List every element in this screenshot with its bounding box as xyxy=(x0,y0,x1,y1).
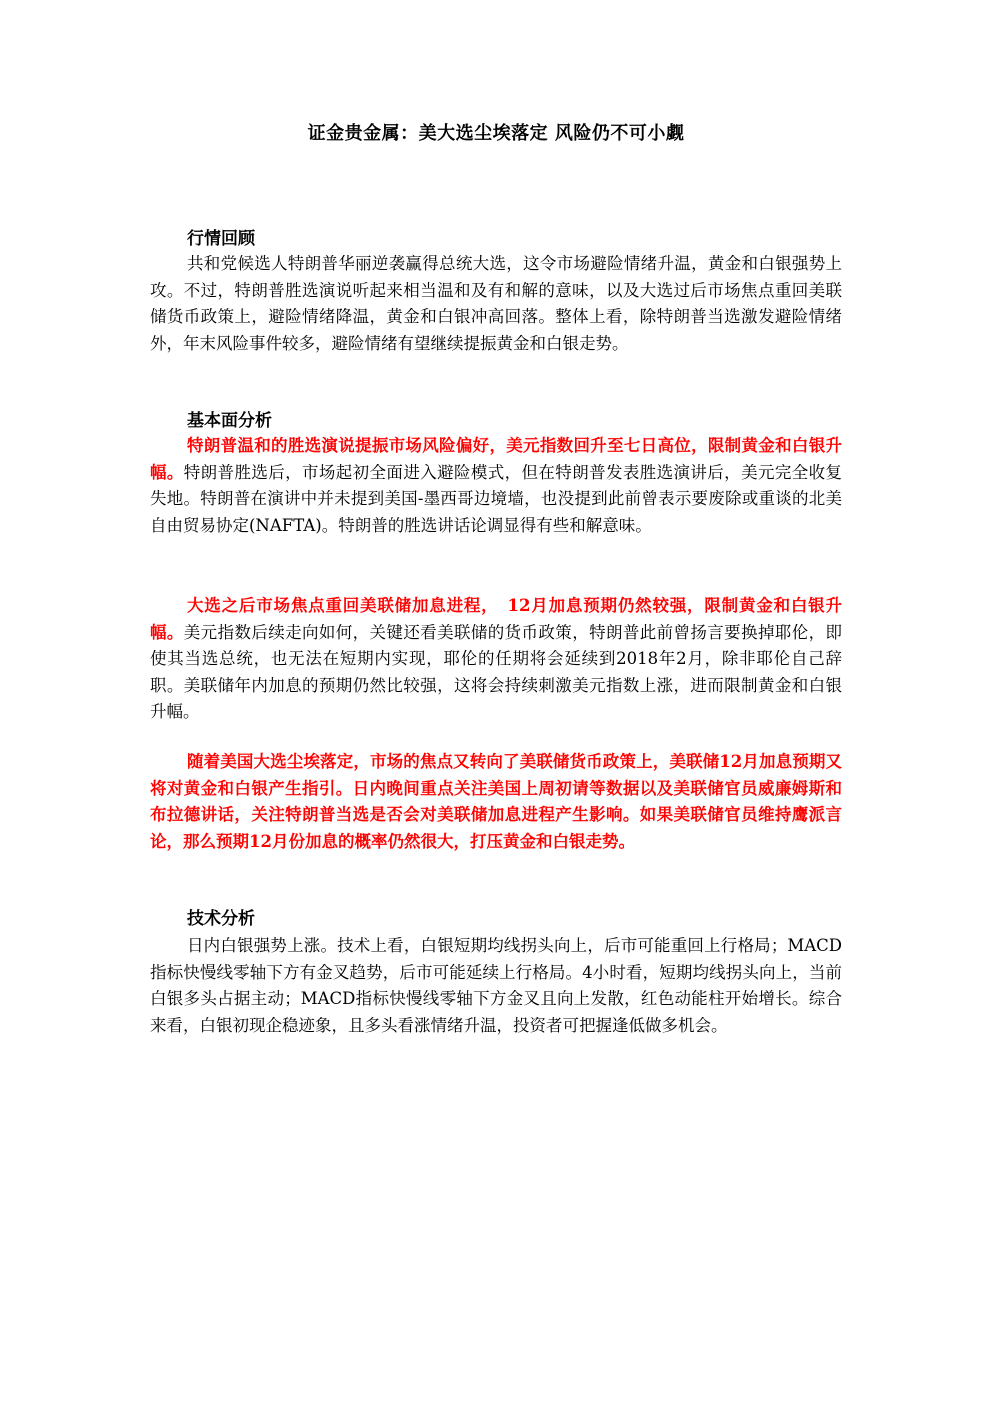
section-heading-technical: 技术分析 xyxy=(187,909,255,929)
emphasis-text: 特朗普温和的胜选演说提振市场风险偏好，美元指数回升至七日高位，限制黄金和白银升幅。 xyxy=(150,436,842,482)
emphasis-text: 大选之后市场焦点重回美联储加息进程， 12月加息预期仍然较强，限制黄金和白银升幅。 xyxy=(150,596,842,642)
body-text: 美元指数后续走向如何，关键还看美联储的货币政策，特朗普此前曾扬言要换掉耶伦，即使其当选总统，也无法在短期内实现，耶伦的任期将会延续到2018年2月，除非耶伦自己辞职。美联储年内加息的预期仍然比较强，这将会持续刺激美元指数上涨，进而限制黄金和白银升幅。 xyxy=(150,622,843,721)
body-text: 特朗普胜选后，市场起初全面进入避险模式，但在特朗普发表胜选演讲后，美元完全收复失地。特朗普在演讲中并未提到美国-墨西哥边境墙，也没提到此前曾表示要废除或重谈的北美自由贸易协定(NAFTA)。特朗普的胜选讲话论调显得有些和解意味。 xyxy=(150,462,843,535)
paragraph-review: 共和党候选人特朗普华丽逆袭赢得总统大选，这令市场避险情绪升温，黄金和白银强势上攻。不过，特朗普胜选演说听起来相当温和及有和解的意味，以及大选过后市场焦点重回美联储货币政策上，避险情绪降温，黄金和白银冲高回落。整体上看，除特朗普当选激发避险情绪外，年末风险事件较多，避险情绪有望继续提振黄金和白银走势。 xyxy=(150,254,842,353)
document-title: 证金贵金属：美大选尘埃落定 风险仍不可小觑 xyxy=(307,123,685,144)
paragraph-fundamental-1 xyxy=(150,433,842,539)
paragraph-fundamental-3 xyxy=(150,749,842,855)
section-heading-review: 行情回顾 xyxy=(187,229,255,249)
section-heading-fundamental: 基本面分析 xyxy=(187,411,272,431)
paragraph-technical: 日内白银强势上涨。技术上看，白银短期均线拐头向上，后市可能重回上行格局；MACD指标快慢线零轴下方有金叉趋势，后市可能延续上行格局。4小时看，短期均线拐头向上，当前白银多头占据主动；MACD指标快慢线零轴下方金叉且向上发散，红色动能柱开始增长。综合来看，白银初现企稳迹象，且多头看涨情绪升温，投资者可把握逢低做多机会。 xyxy=(150,936,842,1035)
emphasis-text: 随着美国大选尘埃落定，市场的焦点又转向了美联储货币政策上，美联储12月加息预期又将对黄金和白银产生指引。日内晚间重点关注美国上周初请等数据以及美联储官员威廉姆斯和布拉德讲话，关注特朗普当选是否会对美联储加息进程产生影响。如果美联储官员维持鹰派言论，那么预期12月份加息的概率仍然很大，打压黄金和白银走势。 xyxy=(150,752,842,851)
paragraph-fundamental-2 xyxy=(150,593,842,726)
